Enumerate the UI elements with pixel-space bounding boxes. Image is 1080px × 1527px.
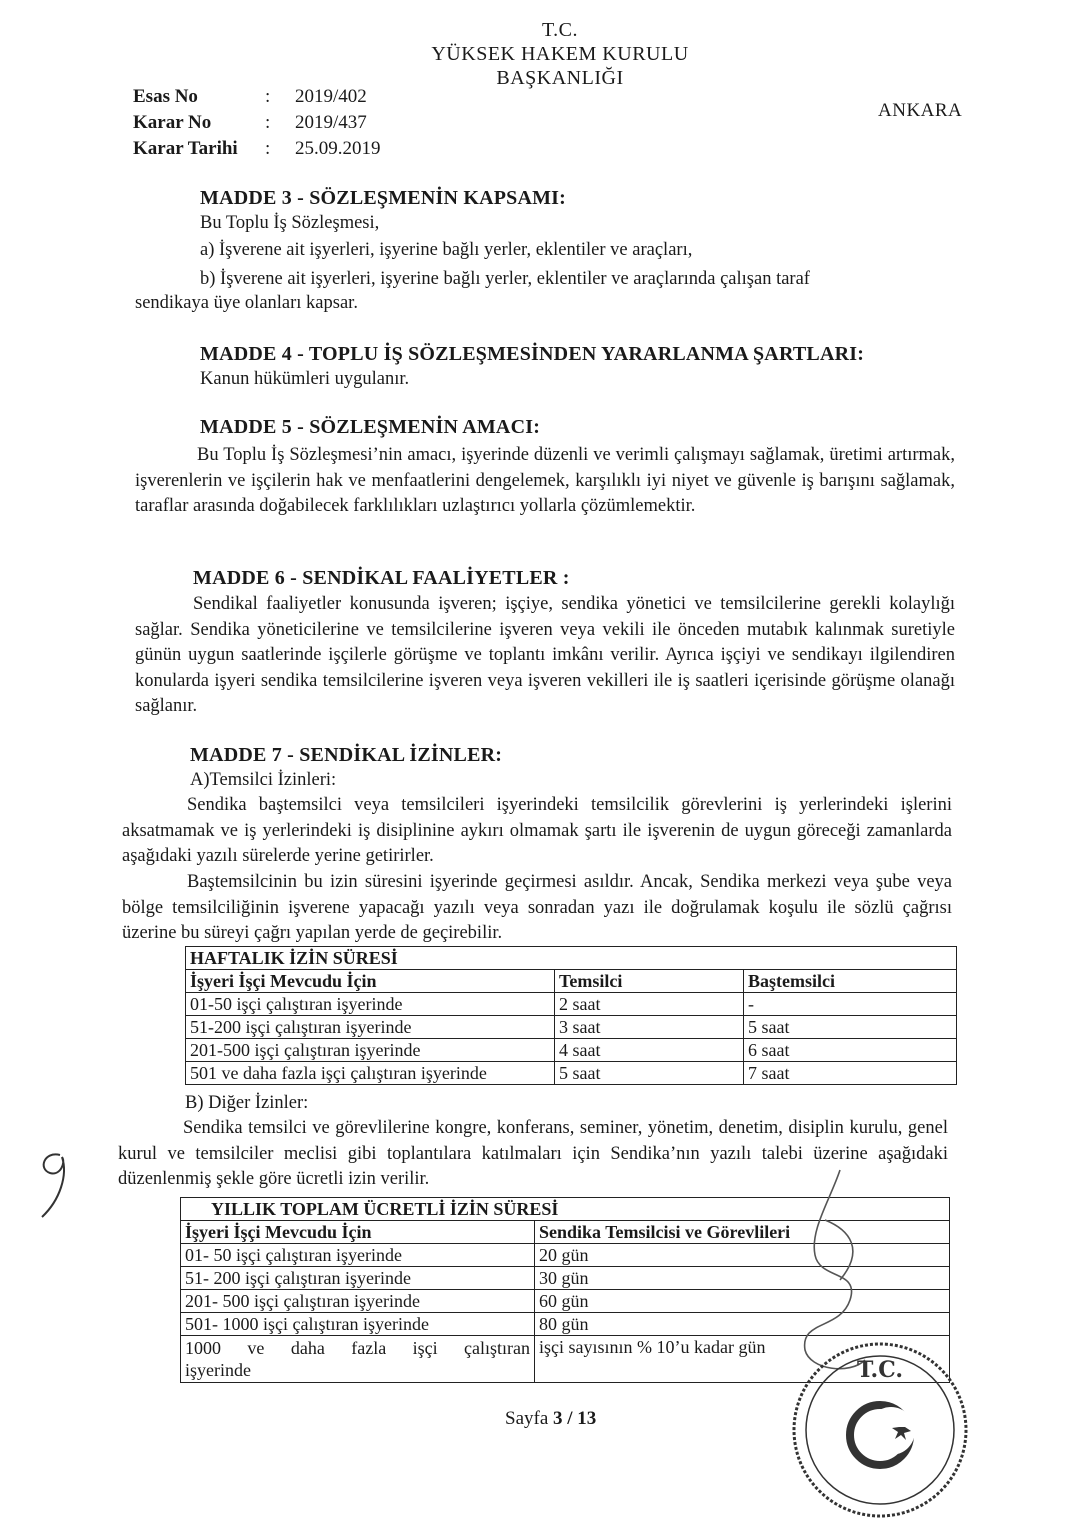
table-cell: 30 gün [535,1267,950,1290]
table-cell: 5 saat [744,1016,957,1039]
meta-key: Karar No [133,112,212,133]
table-cell: 501 ve daha fazla işçi çalıştıran işyerinde [186,1062,555,1085]
madde3-item-b-cont: sendikaya üye olanları kapsar. [135,293,358,313]
table-row [186,1039,957,1062]
madde3-item-b: b) İşverene ait işyerleri, işyerine bağlı yerler, eklentiler ve araçlarında çalışan taraf [200,269,810,289]
header-department: BAŞKANLIĞI [496,67,624,89]
table-cell: 6 saat [744,1039,957,1062]
table-cell: 80 gün [535,1313,950,1336]
stamp-text: T.C. [857,1357,903,1383]
table-row [186,1062,957,1085]
table-title: YILLIK TOPLAM ÜCRETLİ İZİN SÜRESİ [181,1198,950,1221]
madde3-intro: Bu Toplu İş Sözleşmesi, [200,213,380,233]
meta-value: 25.09.2019 [295,138,381,159]
meta-key: Esas No [133,86,198,107]
header-institution: YÜKSEK HAKEM KURULU [431,43,689,65]
page-number [505,1408,596,1430]
table-cell: 201-500 işçi çalıştıran işyerinde [186,1039,555,1062]
page-number-separator: / [567,1408,573,1429]
madde3-item-a: a) İşverene ait işyerleri, işyerine bağlı yerler, eklentiler ve araçları, [200,240,693,260]
table-cell: 01- 50 işçi çalıştıran işyerinde [181,1244,535,1267]
table-title: HAFTALIK İZİN SÜRESİ [186,947,957,970]
table-cell: işçi sayısının % 10’u kadar gün [535,1336,950,1383]
madde4-heading: MADDE 4 - TOPLU İŞ SÖZLEŞMESİNDEN YARARLANMA ŞARTLARI: [200,343,865,365]
madde7-sub-b: B) Diğer İzinler: [185,1093,309,1113]
table-cell: 201- 500 işçi çalıştıran işyerinde [181,1290,535,1313]
meta-colon: : [265,138,271,159]
madde7-sub-a: A)Temsilci İzinleri: [190,770,337,790]
weekly-leave-table [185,946,957,1085]
meta-key: Karar Tarihi [133,138,238,159]
table-cell: 01-50 işçi çalıştıran işyerinde [186,993,555,1016]
meta-value: 2019/402 [295,86,367,107]
page-number-prefix: Sayfa [505,1408,549,1429]
madde7-para1: Sendika baştemsilci veya temsilcileri işyerindeki temsilcilik görevlerini iş yerlerindeki işlerini aksatmamak ve iş yerlerindeki iş disiplinine aykırı olmamak şartı ile işverenin de uygun göreceği zamanlarda aşağıdaki yazılı sürelerde yerine getirirler. [122,795,952,867]
city-label: ANKARA [878,100,963,121]
table-cell [181,1336,535,1383]
madde5-text: Bu Toplu İş Sözleşmesi’nin amacı, işyerinde düzenli ve verimli çalışmayı sağlamak, üretimi artırmak, işverenlerin ve işçilerin hak ve menfaatlerini dengelemek, karşılıklı iyi niyet ve güvenle iş barışını sağlamak, taraflar arasında doğabilecek farklılıkları uzlaştırıcı yollarla çözümlemektir. [135,445,955,517]
column-header: İşyeri İşçi Mevcudu İçin [181,1221,535,1244]
madde7-para3: Sendika temsilci ve görevlilerine kongre, konferans, seminer, yönetim, denetim, disiplin kurulu, genel kurul ve temsilciler meclisi gibi toplantılara katılmaları için Sendika’nın yazılı talebi üzerine aşağıdaki düzenlenmiş şekle göre ücretli izin verilir. [118,1118,948,1190]
cell-line: 1000 ve daha fazla işçi çalıştıran [185,1338,530,1358]
table-cell: 501- 1000 işçi çalıştıran işyerinde [181,1313,535,1336]
column-header: İşyeri İşçi Mevcudu İçin [186,970,555,993]
madde4-text: Kanun hükümleri uygulanır. [200,369,410,389]
table-title-row [186,947,957,970]
table-cell: 3 saat [555,1016,744,1039]
document-header [380,18,740,90]
madde5-heading: MADDE 5 - SÖZLEŞMENİN AMACI: [200,416,541,438]
table-row [186,1016,957,1039]
table-cell: 20 gün [535,1244,950,1267]
page-number-current: 3 [553,1408,563,1429]
madde3-heading: MADDE 3 - SÖZLEŞMENİN KAPSAMI: [200,187,567,209]
table-cell: 2 saat [555,993,744,1016]
table-header-row [186,970,957,993]
madde6-heading: MADDE 6 - SENDİKAL FAALİYETLER : [193,567,570,589]
meta-value: 2019/437 [295,112,367,133]
column-header: Temsilci [555,970,744,993]
madde7-para2: Baştemsilcinin bu izin süresini işyerinde geçirmesi asıldır. Ancak, Sendika merkezi veya şube veya bölge temsilciliğinin işverene yapacağı yazılı veya sonradan yazı ile doğrulamak koşulu ile sözlü çağrısı üzerine bu süreyi çağrı yapılan yerde de geçirebilir. [122,872,952,944]
table-cell: - [744,993,957,1016]
column-header: Baştemsilci [744,970,957,993]
official-seal-stamp [785,1335,975,1525]
table-cell: 51- 200 işçi çalıştıran işyerinde [181,1267,535,1290]
handwritten-margin-mark [30,1145,80,1225]
header-tc: T.C. [541,19,579,41]
case-meta [133,84,381,162]
meta-colon: : [265,86,271,107]
table-cell: 51-200 işçi çalıştıran işyerinde [186,1016,555,1039]
table-row [186,993,957,1016]
meta-row-tarih [133,136,381,162]
madde7-heading: MADDE 7 - SENDİKAL İZİNLER: [190,744,503,766]
page-number-total: 13 [577,1408,597,1429]
table-cell: 60 gün [535,1290,950,1313]
meta-colon: : [265,112,271,133]
meta-row-karar [133,110,381,136]
meta-row-esas [133,84,381,110]
table-cell: 5 saat [555,1062,744,1085]
cell-line: işyerinde [185,1360,251,1380]
table-cell: 7 saat [744,1062,957,1085]
table-cell: 4 saat [555,1039,744,1062]
column-header: Sendika Temsilcisi ve Görevlileri [535,1221,950,1244]
madde6-text: Sendikal faaliyetler konusunda işveren; işçiye, sendika yönetici ve temsilcilerine gerekli kolaylığı sağlar. Sendika yöneticilerine ve temsilcilerine işveren veya vekili ile önceden mutabık kalınmak suretiyle günün uygun saatlerinde işçilerle görüşme ve toplantı imkânı verilir. Ayrıca işçiyi ve sendikayı ilgilendiren konularda işyeri sendika temsilcilerine işveren veya işveren vekilleri ile iş saatleri içerisinde görüşme olanağı sağlanır. [135,594,955,717]
